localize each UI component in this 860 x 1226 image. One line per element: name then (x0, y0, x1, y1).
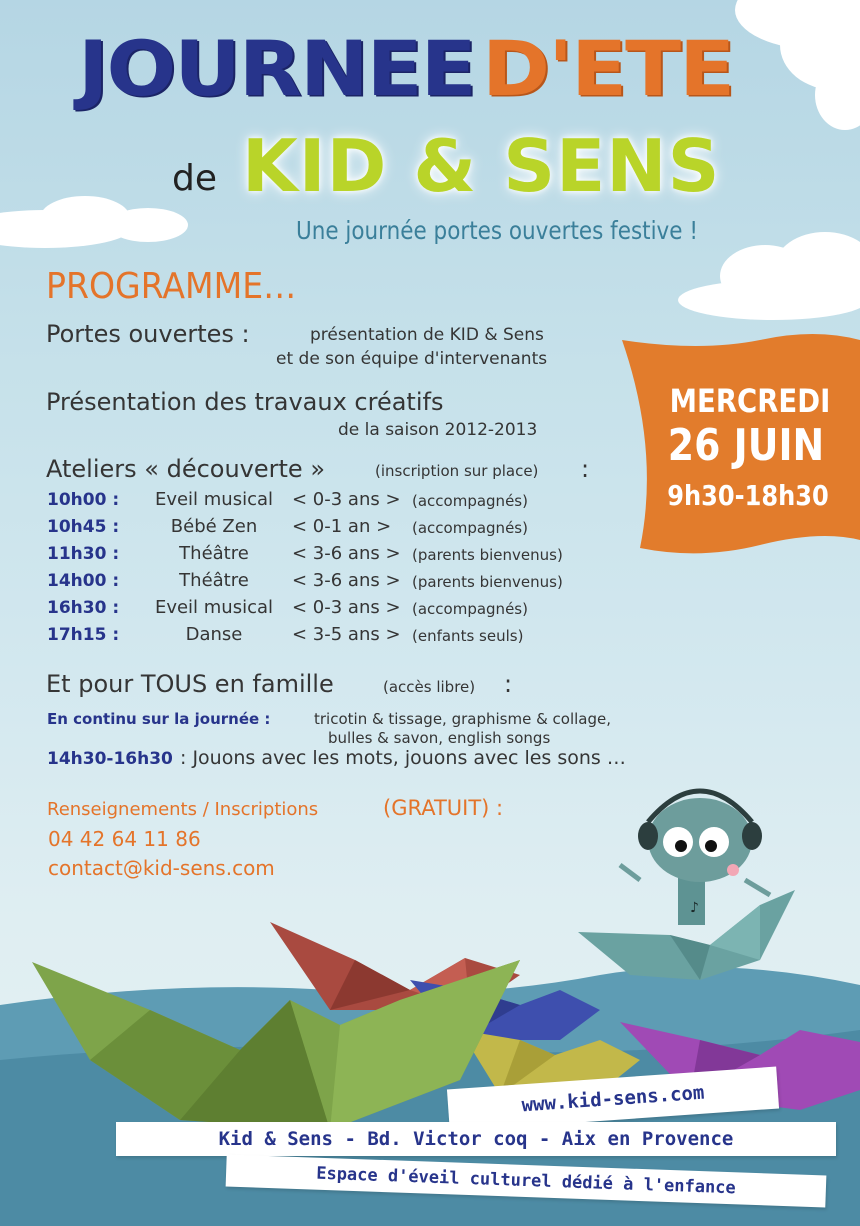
banner-date: 26 JUIN (667, 420, 825, 471)
schedule-note: (enfants seuls) (412, 627, 524, 645)
ateliers-colon: : (581, 455, 590, 483)
contact-phone[interactable]: 04 42 64 11 86 (48, 827, 201, 851)
schedule-note: (parents bienvenus) (412, 546, 563, 564)
schedule-activity: Eveil musical (154, 597, 274, 618)
schedule-age: < 0-3 ans > (292, 489, 401, 510)
schedule-time: 17h15 : (47, 625, 120, 645)
contact-email[interactable]: contact@kid-sens.com (48, 856, 275, 880)
schedule-age: < 3-6 ans > (292, 570, 401, 591)
portes-desc2: et de son équipe d'intervenants (276, 349, 548, 369)
schedule-activity: Danse (185, 624, 243, 645)
schedule-age: < 3-5 ans > (292, 624, 401, 645)
schedule-age: < 3-6 ans > (292, 543, 401, 564)
schedule-time: 16h30 : (47, 598, 120, 618)
contact-label: Renseignements / Inscriptions (47, 799, 319, 820)
schedule-note: (accompagnés) (412, 519, 528, 537)
subtitle: Une journée portes ouvertes festive ! (296, 216, 698, 245)
ateliers-title: Ateliers « découverte » (46, 455, 325, 483)
continu-desc2: bulles & savon, english songs (328, 729, 551, 747)
schedule-time: 11h30 : (47, 544, 120, 564)
footer-website[interactable]: www.kid-sens.com (447, 1067, 779, 1132)
schedule-activity: Bébé Zen (170, 516, 258, 537)
svg-text:♪: ♪ (690, 900, 699, 916)
afternoon-desc: : Jouons avec les mots, jouons avec les sons … (180, 747, 626, 769)
schedule-time: 10h00 : (47, 490, 120, 510)
banner-hours: 9h30-18h30 (667, 479, 829, 512)
famille-title: Et pour TOUS en famille (46, 670, 334, 698)
famille-colon: : (504, 670, 513, 698)
portes-title: Portes ouvertes : (46, 320, 250, 348)
schedule-note: (accompagnés) (412, 492, 528, 510)
schedule-note: (accompagnés) (412, 600, 528, 618)
presentation-desc: de la saison 2012-2013 (338, 420, 538, 440)
footer-address: Kid & Sens - Bd. Victor coq - Aix en Provence (116, 1122, 836, 1156)
schedule-age: < 0-1 an > (292, 516, 392, 537)
schedule-activity: Eveil musical (154, 489, 274, 510)
continu-desc1: tricotin & tissage, graphisme & collage, (314, 710, 612, 728)
afternoon-time: 14h30-16h30 (47, 749, 173, 769)
contact-label-free: (GRATUIT) : (383, 796, 504, 820)
schedule-time: 10h45 : (47, 517, 120, 537)
title-dete: D'ETE (482, 25, 734, 114)
famille-note: (accès libre) (383, 678, 476, 696)
schedule-note: (parents bienvenus) (412, 573, 563, 591)
mascot-icon (620, 791, 770, 925)
title-journee: JOURNEE (78, 25, 475, 114)
title-de: de (172, 158, 217, 199)
schedule-time: 14h00 : (47, 571, 120, 591)
programme-heading: PROGRAMME… (46, 266, 297, 307)
schedule-age: < 0-3 ans > (292, 597, 401, 618)
schedule-activity: Théâtre (179, 570, 249, 591)
continu-label: En continu sur la journée : (47, 710, 271, 728)
title-brand: KID & SENS (242, 124, 721, 208)
portes-desc1: présentation de KID & Sens (310, 325, 544, 345)
presentation-title: Présentation des travaux créatifs (46, 388, 444, 416)
ateliers-note: (inscription sur place) (375, 462, 539, 480)
footer-tagline: Espace d'éveil culturel dédié à l'enfance (226, 1155, 827, 1208)
schedule-activity: Théâtre (179, 543, 249, 564)
banner-day: MERCREDI (669, 382, 831, 420)
